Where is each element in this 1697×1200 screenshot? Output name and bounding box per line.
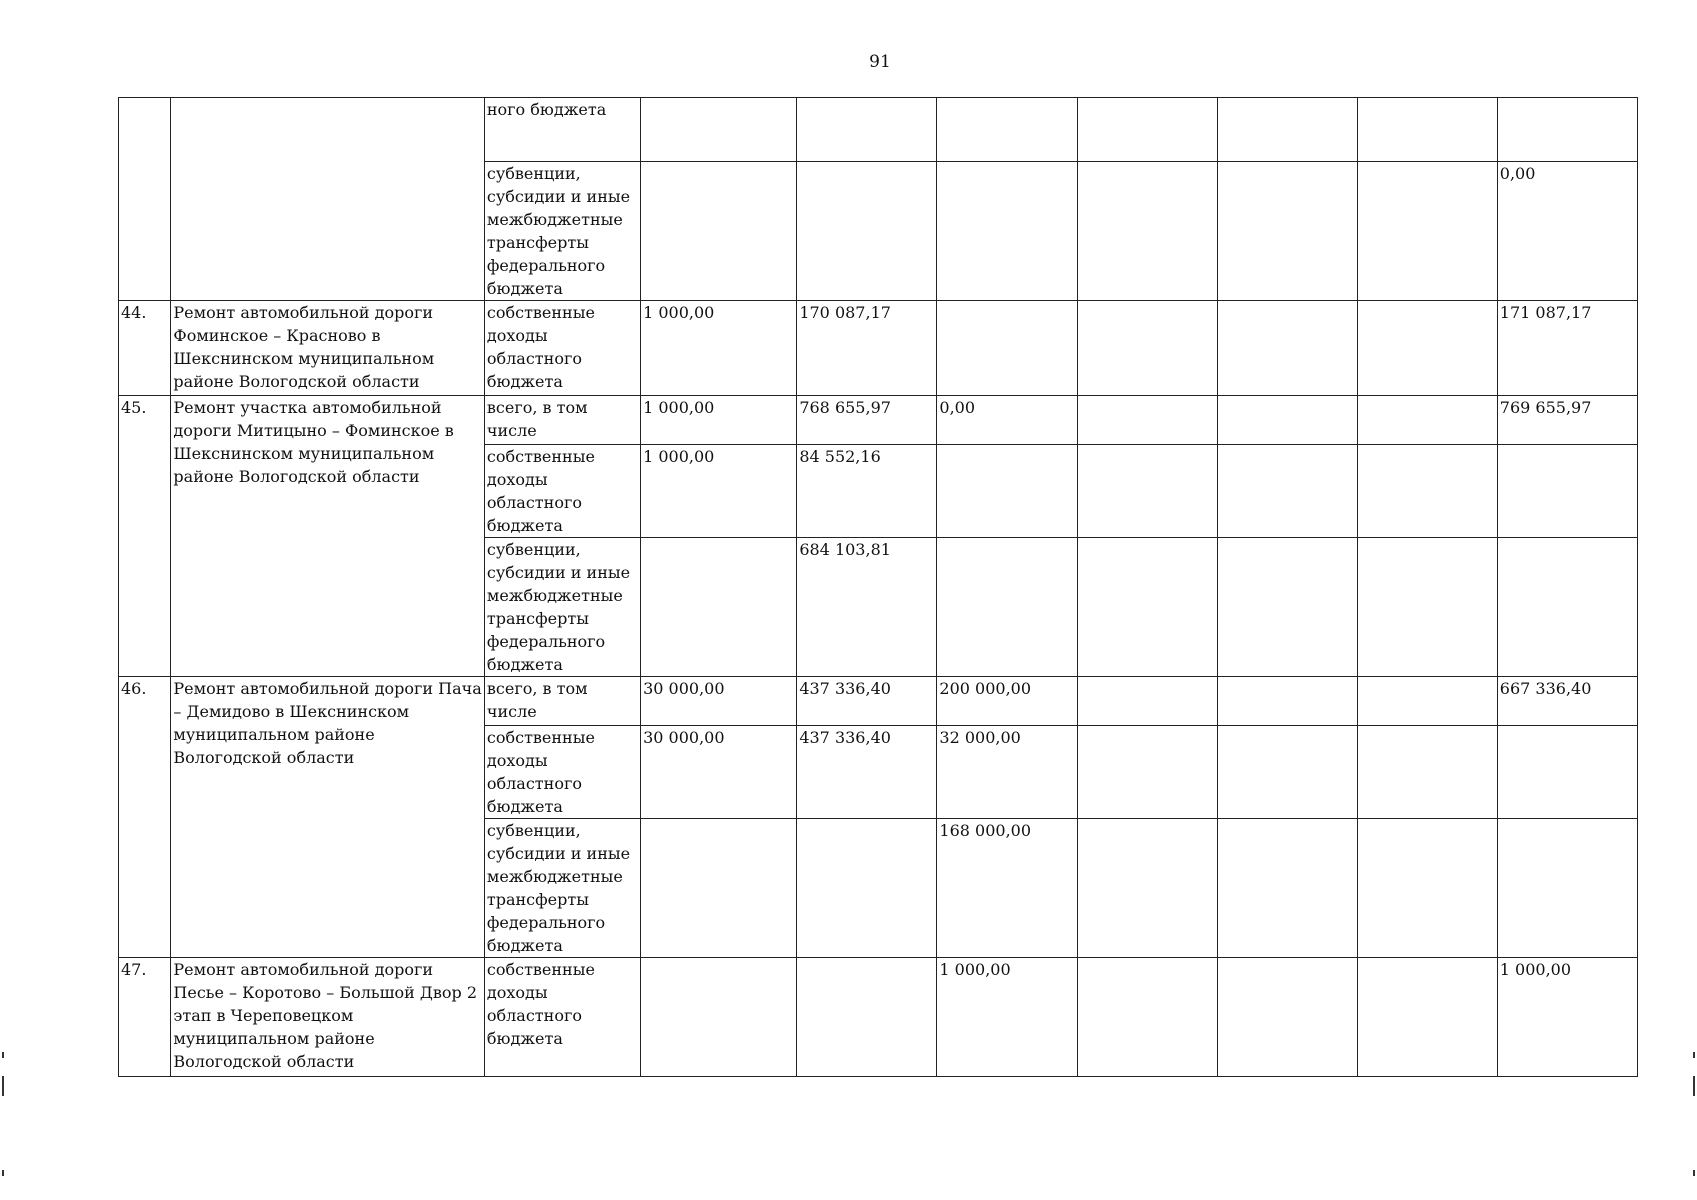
table-row — [119, 301, 1638, 396]
cell-num: 44. — [119, 301, 171, 396]
cell-value: 437 336,40 — [797, 726, 937, 819]
cell-total: 171 087,17 — [1497, 301, 1637, 396]
table-row — [119, 396, 1638, 445]
cell-total: 769 655,97 — [1497, 396, 1637, 445]
cell-num: 45. — [119, 396, 171, 677]
cell-value: 1 000,00 — [641, 301, 797, 396]
cell-value: 1 000,00 — [937, 958, 1077, 1077]
table-row — [119, 677, 1638, 726]
cell-total: 1 000,00 — [1497, 958, 1637, 1077]
table-row — [119, 98, 1638, 162]
cell-name: Ремонт автомобильной дороги Фоминское – Красново в Шекснинском муниципальном районе Вологодской области — [171, 301, 484, 396]
scan-edge-mark — [2, 1052, 4, 1058]
cell-source: всего, в том числе — [484, 677, 640, 726]
cell-num: 47. — [119, 958, 171, 1077]
cell-source: собственные доходы областного бюджета — [484, 726, 640, 819]
cell-value: 1 000,00 — [641, 445, 797, 538]
cell-value: 684 103,81 — [797, 538, 937, 677]
cell-value: 32 000,00 — [937, 726, 1077, 819]
cell-total: 0,00 — [1497, 162, 1637, 301]
cell-value: 84 552,16 — [797, 445, 937, 538]
cell-num — [119, 98, 171, 301]
cell-num: 46. — [119, 677, 171, 958]
cell-value: 768 655,97 — [797, 396, 937, 445]
cell-source: собственные доходы областного бюджета — [484, 301, 640, 396]
cell-source: собственные доходы областного бюджета — [484, 445, 640, 538]
cell-name: Ремонт автомобильной дороги Пача – Демидово в Шекснинском муниципальном районе Вологодской области — [171, 677, 484, 958]
cell-value: 0,00 — [937, 396, 1077, 445]
cell-value: 170 087,17 — [797, 301, 937, 396]
cell-name: Ремонт автомобильной дороги Песье – Коротово – Большой Двор 2 этап в Череповецком муниципальном районе Вологодской области — [171, 958, 484, 1077]
cell-value: 30 000,00 — [641, 677, 797, 726]
scan-edge-mark — [1693, 1076, 1695, 1096]
cell-value: 200 000,00 — [937, 677, 1077, 726]
cell-value: 1 000,00 — [641, 396, 797, 445]
cell-source: субвенции, субсидии и иные межбюджетные трансферты федерального бюджета — [484, 538, 640, 677]
cell-source: всего, в том числе — [484, 396, 640, 445]
table-row — [119, 958, 1638, 1077]
cell-name: Ремонт участка автомобильной дороги Митицыно – Фоминское в Шекснинском муниципальном районе Вологодской области — [171, 396, 484, 677]
cell-source: субвенции, субсидии и иные межбюджетные трансферты федерального бюджета — [484, 162, 640, 301]
cell-source: собственные доходы областного бюджета — [484, 958, 640, 1077]
cell-total: 667 336,40 — [1497, 677, 1637, 726]
cell-value: 168 000,00 — [937, 819, 1077, 958]
cell-value: 30 000,00 — [641, 726, 797, 819]
cell-source: субвенции, субсидии и иные межбюджетные трансферты федерального бюджета — [484, 819, 640, 958]
scan-edge-mark — [2, 1076, 4, 1096]
cell-source: ного бюджета — [484, 98, 640, 162]
cell-name — [171, 98, 484, 301]
page-number: 91 — [869, 52, 891, 72]
scan-edge-mark — [1693, 1052, 1695, 1058]
scan-edge-mark — [1693, 1170, 1695, 1176]
cell-value: 437 336,40 — [797, 677, 937, 726]
budget-table — [118, 97, 1638, 1077]
scan-edge-mark — [2, 1170, 4, 1176]
